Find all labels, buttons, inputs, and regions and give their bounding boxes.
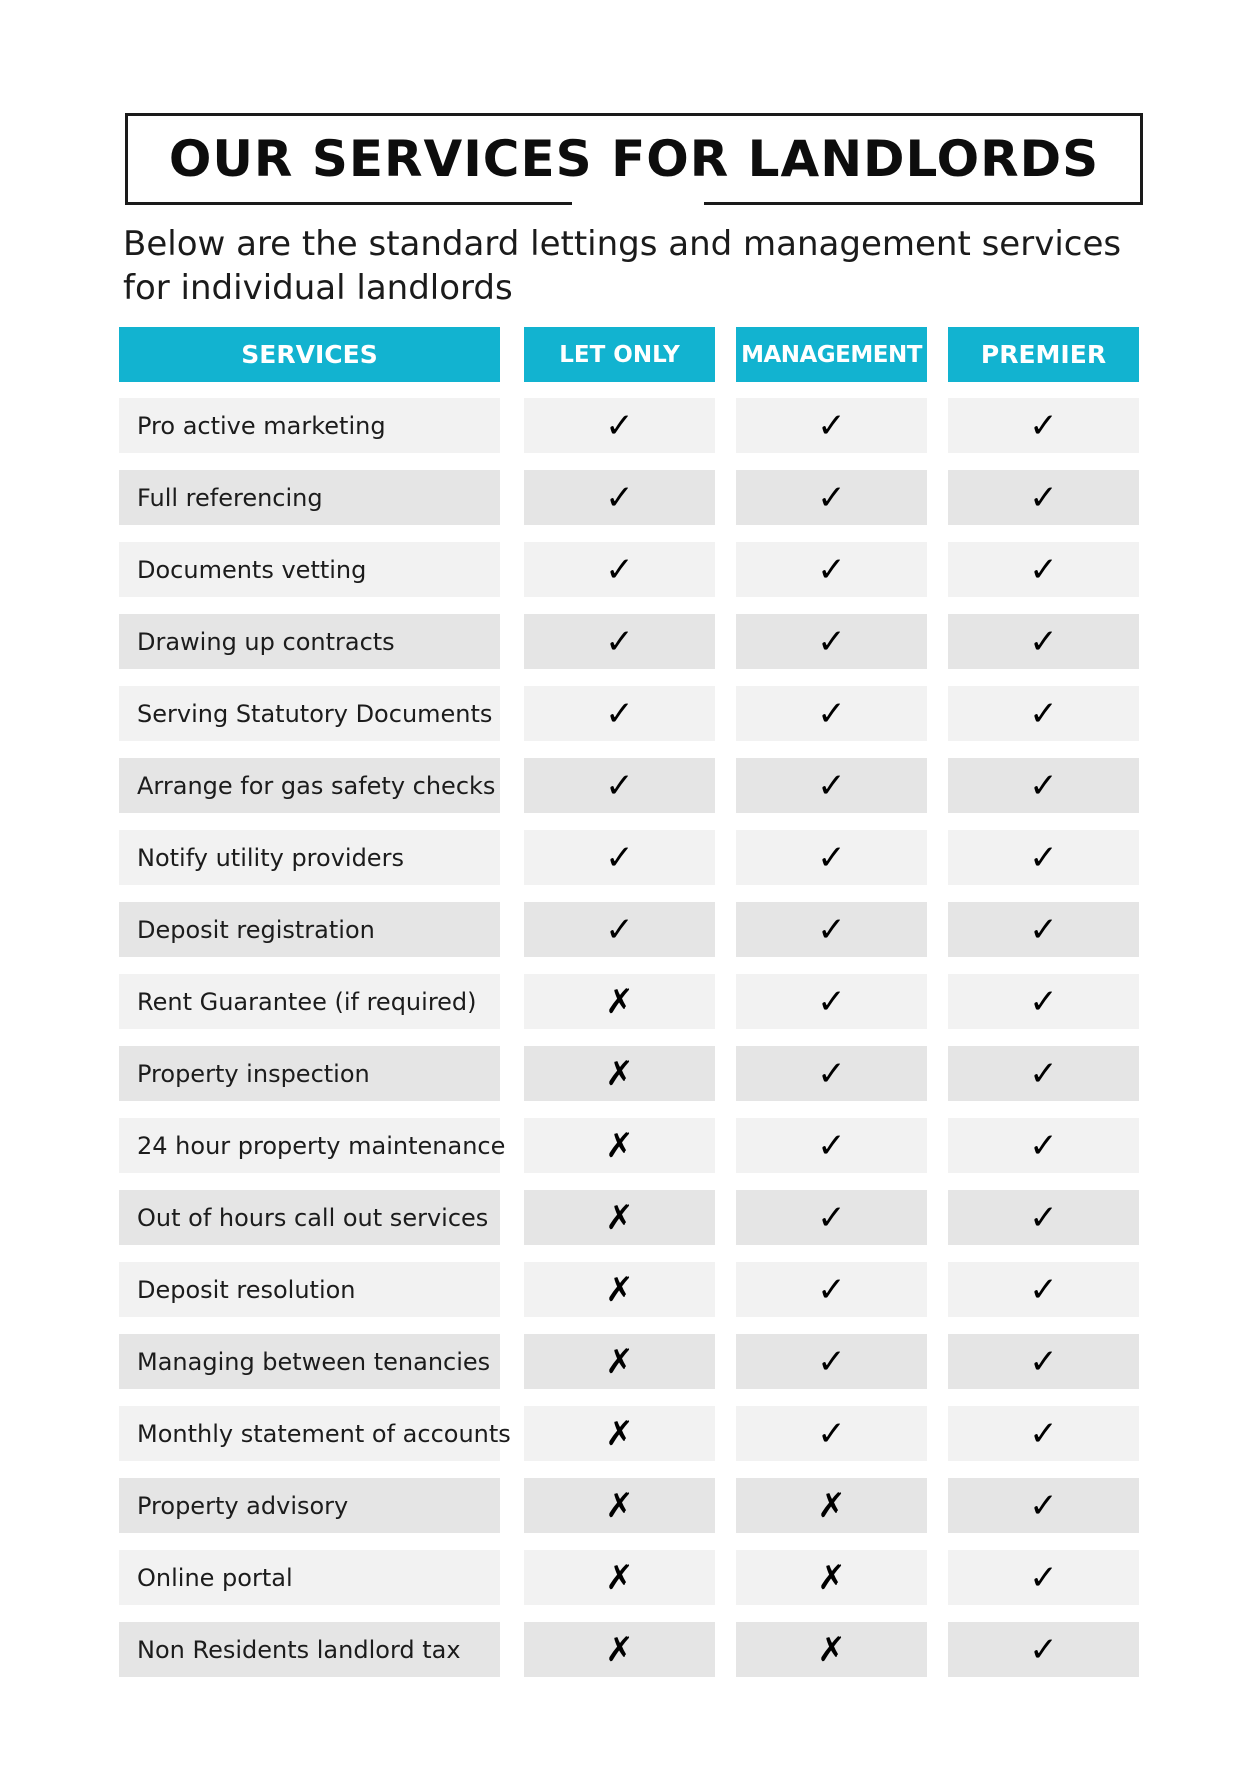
management-mark: ✗ — [736, 1622, 927, 1677]
let-only-mark: ✗ — [524, 1046, 715, 1101]
premier-mark: ✓ — [948, 1406, 1139, 1461]
premier-mark: ✓ — [948, 614, 1139, 669]
service-name: Non Residents landlord tax — [119, 1622, 500, 1677]
premier-mark: ✓ — [948, 398, 1139, 453]
premier-mark: ✓ — [948, 1622, 1139, 1677]
management-mark: ✓ — [736, 1334, 927, 1389]
service-name: Rent Guarantee (if required) — [119, 974, 500, 1029]
management-mark: ✓ — [736, 1118, 927, 1173]
service-name: Pro active marketing — [119, 398, 500, 453]
header-services: SERVICES — [119, 327, 500, 382]
service-name: 24 hour property maintenance — [119, 1118, 500, 1173]
management-mark: ✓ — [736, 398, 927, 453]
management-mark: ✓ — [736, 830, 927, 885]
service-name: Out of hours call out services — [119, 1190, 500, 1245]
management-mark: ✓ — [736, 1406, 927, 1461]
let-only-mark: ✓ — [524, 470, 715, 525]
management-mark: ✓ — [736, 1262, 927, 1317]
let-only-mark: ✗ — [524, 1622, 715, 1677]
let-only-mark: ✗ — [524, 1190, 715, 1245]
premier-mark: ✓ — [948, 1190, 1139, 1245]
premier-mark: ✓ — [948, 542, 1139, 597]
management-mark: ✓ — [736, 902, 927, 957]
let-only-mark: ✗ — [524, 1118, 715, 1173]
premier-mark: ✓ — [948, 1334, 1139, 1389]
let-only-mark: ✓ — [524, 686, 715, 741]
management-mark: ✓ — [736, 758, 927, 813]
service-name: Deposit registration — [119, 902, 500, 957]
premier-mark: ✓ — [948, 974, 1139, 1029]
service-name: Managing between tenancies — [119, 1334, 500, 1389]
service-name: Monthly statement of accounts — [119, 1406, 500, 1461]
premier-mark: ✓ — [948, 830, 1139, 885]
title-box — [125, 113, 1143, 205]
intro-text: Below are the standard lettings and management services for individual landlords — [123, 224, 1122, 308]
service-name: Property advisory — [119, 1478, 500, 1533]
title-border-gap — [572, 202, 704, 205]
management-mark: ✓ — [736, 1046, 927, 1101]
premier-mark: ✓ — [948, 1262, 1139, 1317]
let-only-mark: ✓ — [524, 614, 715, 669]
let-only-mark: ✗ — [524, 1334, 715, 1389]
let-only-mark: ✗ — [524, 974, 715, 1029]
premier-mark: ✓ — [948, 470, 1139, 525]
premier-mark: ✓ — [948, 902, 1139, 957]
service-name: Serving Statutory Documents — [119, 686, 500, 741]
service-name: Deposit resolution — [119, 1262, 500, 1317]
page-title: OUR SERVICES FOR LANDLORDS — [168, 130, 1100, 188]
premier-mark: ✓ — [948, 1478, 1139, 1533]
management-mark: ✓ — [736, 1190, 927, 1245]
let-only-mark: ✓ — [524, 542, 715, 597]
premier-mark: ✓ — [948, 1550, 1139, 1605]
let-only-mark: ✗ — [524, 1262, 715, 1317]
let-only-mark: ✓ — [524, 758, 715, 813]
header-let-only: LET ONLY — [524, 327, 715, 382]
service-name: Property inspection — [119, 1046, 500, 1101]
premier-mark: ✓ — [948, 1118, 1139, 1173]
management-mark: ✓ — [736, 470, 927, 525]
management-mark: ✗ — [736, 1550, 927, 1605]
service-name: Notify utility providers — [119, 830, 500, 885]
management-mark: ✓ — [736, 542, 927, 597]
premier-mark: ✓ — [948, 686, 1139, 741]
let-only-mark: ✓ — [524, 902, 715, 957]
premier-mark: ✓ — [948, 1046, 1139, 1101]
management-mark: ✓ — [736, 614, 927, 669]
management-mark: ✓ — [736, 974, 927, 1029]
management-mark: ✓ — [736, 686, 927, 741]
premier-mark: ✓ — [948, 758, 1139, 813]
let-only-mark: ✗ — [524, 1406, 715, 1461]
management-mark: ✗ — [736, 1478, 927, 1533]
let-only-mark: ✓ — [524, 830, 715, 885]
let-only-mark: ✗ — [524, 1478, 715, 1533]
service-name: Arrange for gas safety checks — [119, 758, 500, 813]
service-name: Online portal — [119, 1550, 500, 1605]
service-name: Full referencing — [119, 470, 500, 525]
let-only-mark: ✓ — [524, 398, 715, 453]
header-management: MANAGEMENT — [736, 327, 927, 382]
let-only-mark: ✗ — [524, 1550, 715, 1605]
header-premier: PREMIER — [948, 327, 1139, 382]
service-name: Documents vetting — [119, 542, 500, 597]
service-name: Drawing up contracts — [119, 614, 500, 669]
